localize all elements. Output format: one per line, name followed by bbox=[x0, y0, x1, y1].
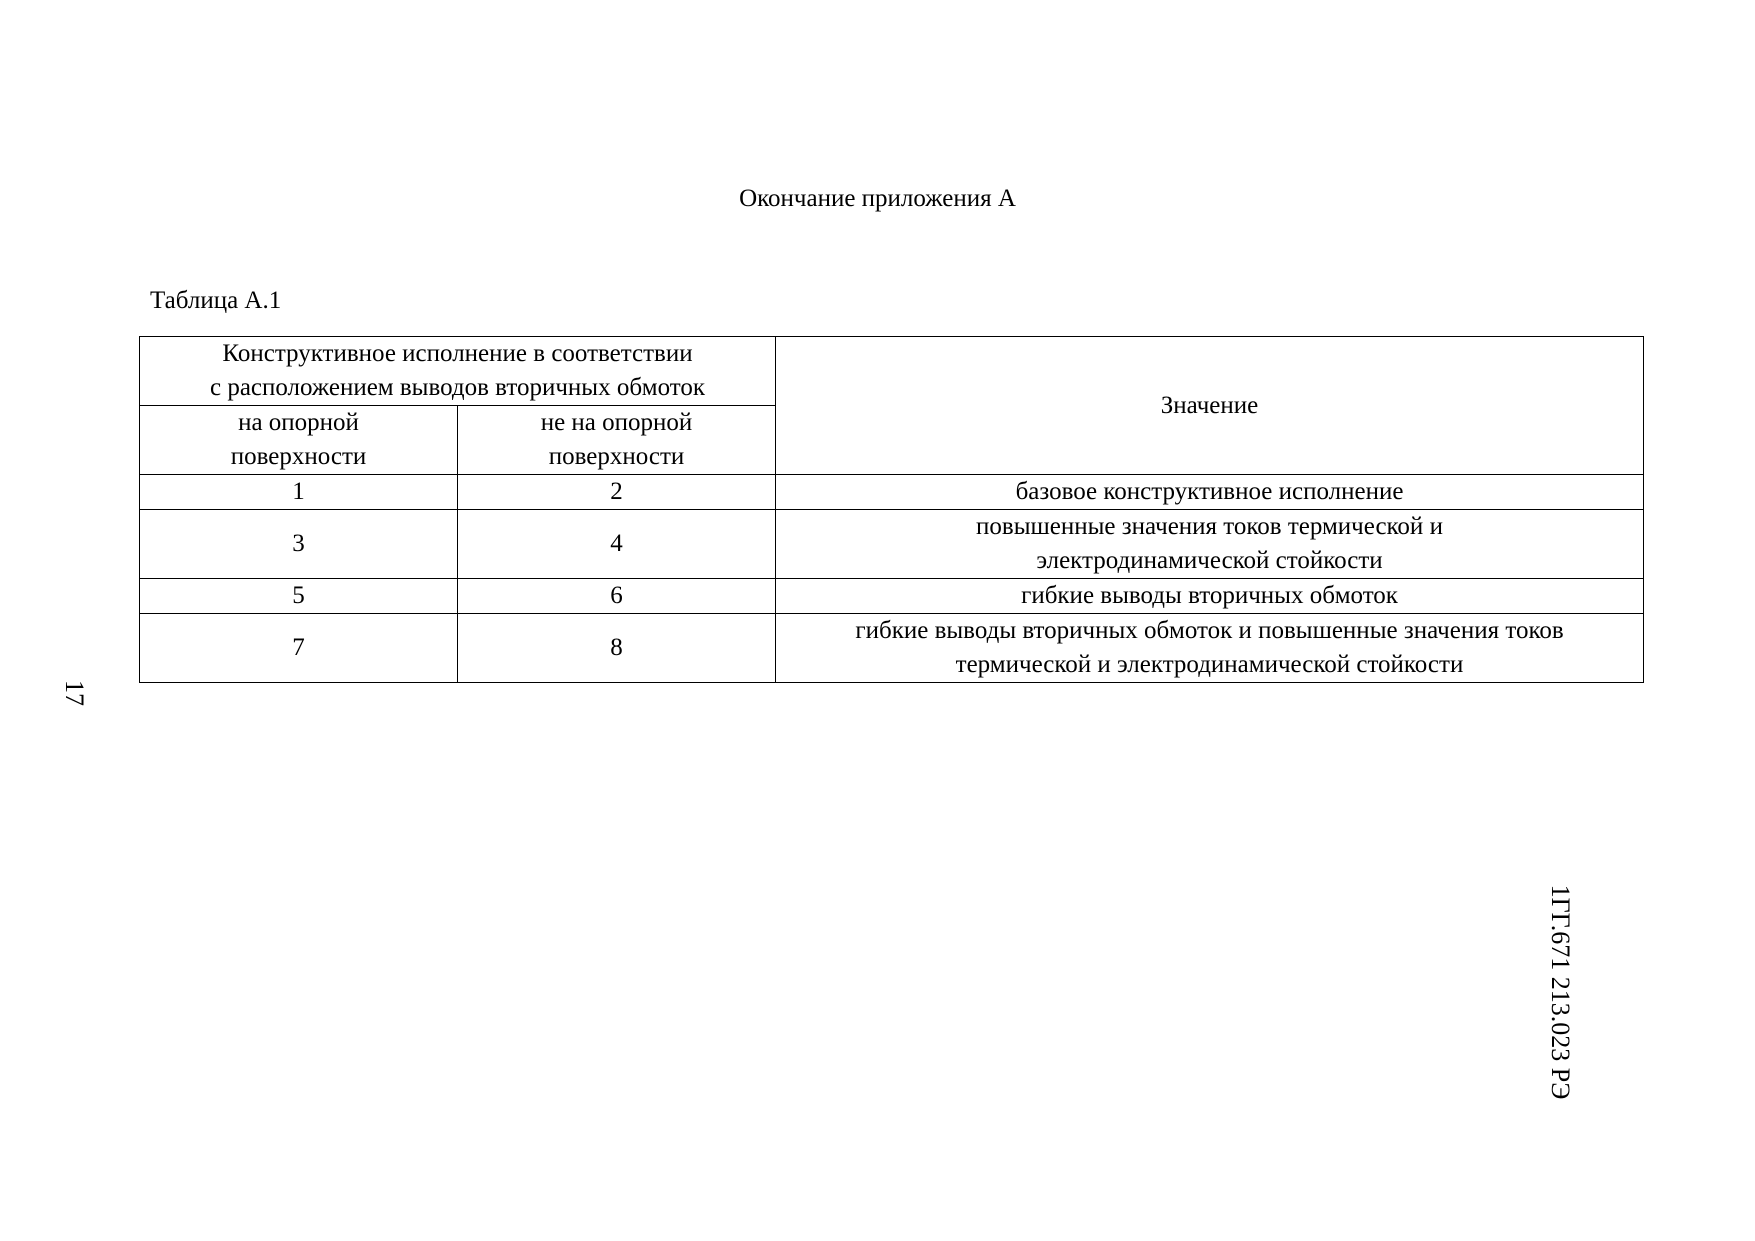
row-value-line-1: гибкие выводы вторичных обмоток bbox=[1021, 582, 1398, 609]
row-col1-cell: 3 bbox=[140, 510, 458, 579]
header-sub2-cell bbox=[458, 406, 776, 475]
header-sub2-line-1: не на опорной bbox=[540, 409, 693, 436]
row-col2-cell: 4 bbox=[458, 510, 776, 579]
table-row bbox=[140, 614, 1644, 683]
header-value-cell: Значение bbox=[776, 337, 1644, 475]
document-code: 1ГГ.671 213.023 РЭ bbox=[1546, 884, 1575, 1100]
header-sub1-cell bbox=[140, 406, 458, 475]
row-col1-cell: 1 bbox=[140, 475, 458, 510]
page-number: 17 bbox=[60, 680, 89, 706]
header-sub1-line-2: поверхности bbox=[230, 443, 367, 470]
row-col1-cell: 7 bbox=[140, 614, 458, 683]
row-value-line-2: электродинамической стойкости bbox=[1036, 547, 1383, 574]
row-col1-cell: 5 bbox=[140, 579, 458, 614]
row-value-cell bbox=[776, 614, 1644, 683]
header-group-cell bbox=[140, 337, 776, 406]
row-value-cell bbox=[776, 475, 1644, 510]
header-group-line-2: с расположением выводов вторичных обмоток bbox=[209, 374, 706, 401]
table-row bbox=[140, 579, 1644, 614]
table-caption: Таблица А.1 bbox=[150, 287, 282, 314]
appendix-heading: Окончание приложения А bbox=[739, 185, 1016, 212]
row-value-cell bbox=[776, 579, 1644, 614]
row-col2-cell: 8 bbox=[458, 614, 776, 683]
row-value-line-1: повышенные значения токов термической и bbox=[976, 513, 1443, 540]
row-col2-cell: 2 bbox=[458, 475, 776, 510]
row-value-line-1: базовое конструктивное исполнение bbox=[1015, 478, 1404, 505]
row-value-line-1: гибкие выводы вторичных обмоток и повышенные значения токов bbox=[855, 617, 1564, 644]
table-header-row-1 bbox=[140, 337, 1644, 406]
table-row bbox=[140, 510, 1644, 579]
header-group-line-1: Конструктивное исполнение в соответствии bbox=[222, 340, 693, 367]
row-col2-cell: 6 bbox=[458, 579, 776, 614]
header-sub2-line-2: поверхности bbox=[548, 443, 685, 470]
header-sub1-line-1: на опорной bbox=[238, 409, 359, 436]
row-value-line-2: термической и электродинамической стойкости bbox=[955, 651, 1464, 678]
table-row bbox=[140, 475, 1644, 510]
appendix-table bbox=[139, 336, 1644, 683]
row-value-cell bbox=[776, 510, 1644, 579]
